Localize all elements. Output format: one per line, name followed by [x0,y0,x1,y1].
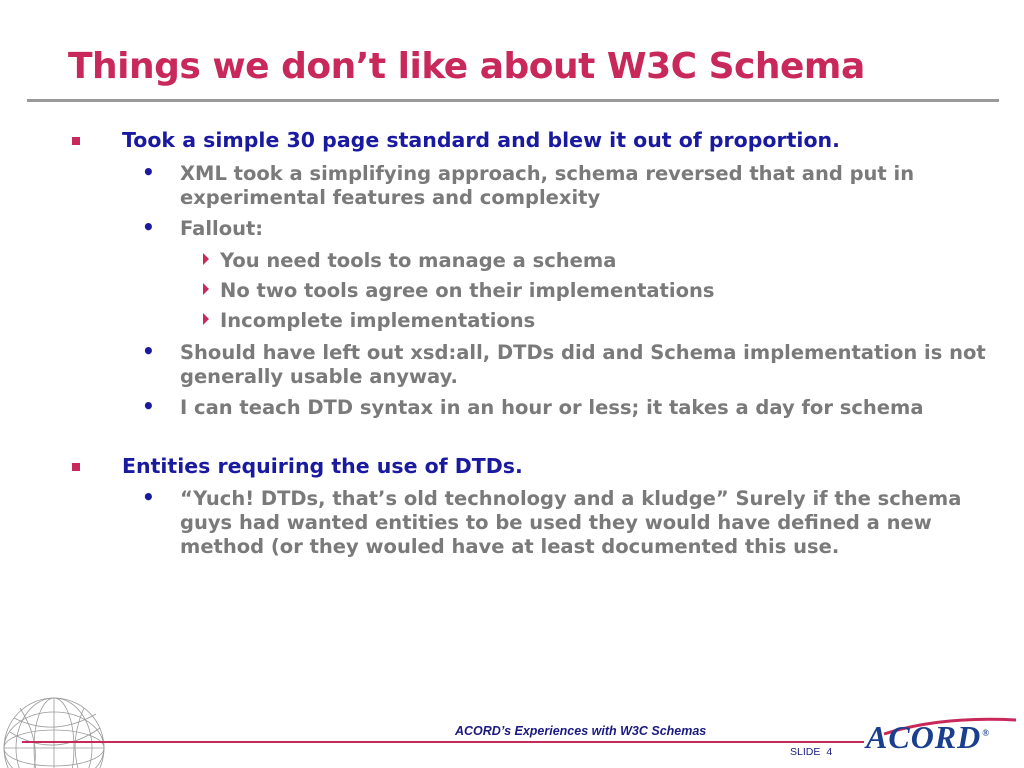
bullet-level-2 [142,485,990,559]
bullet-text: Took a simple 30 page standard and blew it out of proportion. [122,128,840,152]
dot-bullet-icon: • [142,215,155,239]
bullet-text: Should have left out xsd:all, DTDs did and Schema implementation is not generally usable anyway. [180,341,986,388]
bullet-level-3 [220,279,980,303]
slide-number [790,746,832,758]
slide-label: SLIDE [790,746,821,758]
bullet-text: “Yuch! DTDs, that’s old technology and a kludge” Surely if the schema guys had wanted entities to be used they would have defined a new method (or they wouled have at least documented this use. [180,487,962,558]
bullet-text: I can teach DTD syntax in an hour or less; it takes a day for schema [180,396,924,419]
dot-bullet-icon: • [142,160,155,184]
bullet-level-2 [142,394,990,420]
footer-divider [22,741,864,743]
square-bullet-icon [72,137,80,145]
bullet-level-3 [220,249,980,273]
dot-bullet-icon: • [142,485,155,509]
title-divider [27,99,999,102]
bullet-level-2 [142,215,990,241]
bullet-level-1 [122,454,1002,478]
bullet-level-2 [142,339,990,389]
acord-logo [866,719,990,756]
triangle-bullet-icon [203,313,209,325]
dot-bullet-icon: • [142,339,155,363]
bullet-level-1 [122,128,1002,152]
triangle-bullet-icon [203,283,209,295]
globe-icon [0,680,112,768]
dot-bullet-icon: • [142,394,155,418]
triangle-bullet-icon [203,253,209,265]
bullet-text: No two tools agree on their implementations [220,279,715,302]
bullet-text: Fallout: [180,217,264,240]
slide-number-value: 4 [826,746,833,758]
bullet-text: Entities requiring the use of DTDs. [122,454,523,478]
logo-text: ACORD [866,719,982,755]
registered-mark: ® [982,728,990,739]
footer-caption: ACORD’s Experiences with W3C Schemas [455,724,707,738]
bullet-text: XML took a simplifying approach, schema reversed that and put in experimental features and complexity [180,162,915,209]
bullet-level-2 [142,160,990,210]
square-bullet-icon [72,463,80,471]
bullet-text: Incomplete implementations [220,309,536,332]
bullet-level-3 [220,309,980,333]
slide-title: Things we don’t like about W3C Schema [68,46,865,87]
bullet-text: You need tools to manage a schema [220,249,617,272]
